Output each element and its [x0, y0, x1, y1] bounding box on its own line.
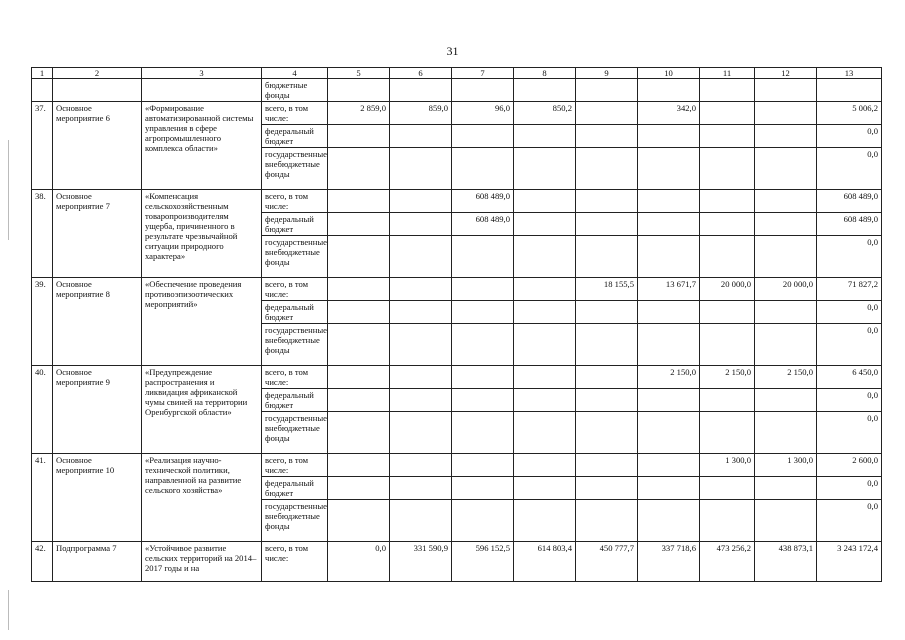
activity-description: «Формирование автоматизированной системы управления в сфере агропромышленного комплекса области» — [142, 102, 262, 190]
value-cell: 20 000,0 — [755, 278, 817, 301]
value-cell: 20 000,0 — [700, 278, 755, 301]
funding-source: всего, в том числе: — [262, 190, 328, 213]
activity-description: «Реализация научно-технической политики, направленной на развитие сельского хозяйства» — [142, 454, 262, 542]
value-cell — [576, 148, 638, 190]
column-header: 7 — [452, 68, 514, 79]
empty-cell — [53, 79, 142, 102]
value-cell — [755, 125, 817, 148]
column-header: 3 — [142, 68, 262, 79]
empty-cell — [755, 79, 817, 102]
value-cell: 0,0 — [817, 148, 882, 190]
value-cell — [700, 148, 755, 190]
column-header: 12 — [755, 68, 817, 79]
value-cell: 608 489,0 — [452, 190, 514, 213]
funding-source: государственные внебюджетные фонды — [262, 412, 328, 454]
empty-cell — [817, 79, 882, 102]
value-cell — [328, 324, 390, 366]
empty-cell — [514, 79, 576, 102]
activity-name: Основное мероприятие 8 — [53, 278, 142, 366]
column-header: 2 — [53, 68, 142, 79]
value-cell — [700, 301, 755, 324]
value-cell — [576, 366, 638, 389]
value-cell: 0,0 — [817, 125, 882, 148]
funding-source: государственные внебюджетные фонды — [262, 500, 328, 542]
value-cell: 0,0 — [817, 389, 882, 412]
empty-cell — [452, 79, 514, 102]
value-cell — [390, 454, 452, 477]
activity-name: Основное мероприятие 7 — [53, 190, 142, 278]
value-cell — [576, 236, 638, 278]
column-header: 1 — [32, 68, 53, 79]
value-cell — [638, 236, 700, 278]
value-cell — [755, 500, 817, 542]
value-cell — [390, 324, 452, 366]
value-cell — [700, 190, 755, 213]
value-cell: 0,0 — [817, 324, 882, 366]
value-cell — [328, 477, 390, 500]
value-cell — [638, 454, 700, 477]
value-cell — [700, 412, 755, 454]
value-cell — [755, 477, 817, 500]
value-cell: 0,0 — [817, 500, 882, 542]
value-cell: 18 155,5 — [576, 278, 638, 301]
value-cell — [328, 500, 390, 542]
column-header: 10 — [638, 68, 700, 79]
funding-source: государственные внебюджетные фонды — [262, 148, 328, 190]
value-cell — [514, 366, 576, 389]
page-number: 31 — [446, 44, 459, 58]
table-row — [32, 366, 882, 389]
value-cell — [755, 102, 817, 125]
continuation-row — [32, 79, 882, 102]
value-cell — [452, 301, 514, 324]
activity-name: Основное мероприятие 10 — [53, 454, 142, 542]
value-cell: 0,0 — [817, 301, 882, 324]
value-cell — [576, 412, 638, 454]
value-cell — [452, 236, 514, 278]
value-cell — [514, 412, 576, 454]
value-cell — [638, 190, 700, 213]
activity-name: Основное мероприятие 9 — [53, 366, 142, 454]
value-cell — [638, 148, 700, 190]
value-cell: 331 590,9 — [390, 542, 452, 582]
funding-source: всего, в том числе: — [262, 454, 328, 477]
value-cell — [576, 190, 638, 213]
funding-source: федеральный бюджет — [262, 213, 328, 236]
empty-cell — [32, 79, 53, 102]
value-cell — [514, 324, 576, 366]
row-number: 39. — [32, 278, 53, 366]
value-cell — [514, 301, 576, 324]
value-cell — [328, 236, 390, 278]
funding-source: всего, в том числе: — [262, 102, 328, 125]
value-cell — [576, 477, 638, 500]
value-cell: 2 150,0 — [638, 366, 700, 389]
table-row — [32, 278, 882, 301]
value-cell — [514, 148, 576, 190]
empty-cell — [576, 79, 638, 102]
column-header: 9 — [576, 68, 638, 79]
scan-artifact-line — [8, 140, 9, 240]
header-row — [32, 68, 882, 79]
value-cell — [328, 125, 390, 148]
row-number: 42. — [32, 542, 53, 582]
value-cell — [452, 125, 514, 148]
value-cell — [452, 477, 514, 500]
value-cell — [755, 190, 817, 213]
value-cell — [638, 213, 700, 236]
value-cell — [328, 301, 390, 324]
value-cell — [576, 102, 638, 125]
value-cell: 608 489,0 — [817, 213, 882, 236]
value-cell — [452, 148, 514, 190]
column-header: 13 — [817, 68, 882, 79]
value-cell — [390, 213, 452, 236]
value-cell: 71 827,2 — [817, 278, 882, 301]
scan-artifact-line — [8, 590, 9, 630]
column-header: 11 — [700, 68, 755, 79]
value-cell — [700, 102, 755, 125]
value-cell — [328, 148, 390, 190]
value-cell — [755, 389, 817, 412]
funding-source: федеральный бюджет — [262, 389, 328, 412]
value-cell — [755, 301, 817, 324]
empty-cell — [142, 79, 262, 102]
value-cell — [390, 412, 452, 454]
funding-source: всего, в том числе: — [262, 542, 328, 582]
funding-source: федеральный бюджет — [262, 301, 328, 324]
empty-cell — [328, 79, 390, 102]
table-row — [32, 102, 882, 125]
row-number: 40. — [32, 366, 53, 454]
activity-name: Основное мероприятие 6 — [53, 102, 142, 190]
value-cell — [755, 236, 817, 278]
value-cell: 450 777,7 — [576, 542, 638, 582]
value-cell — [514, 125, 576, 148]
value-cell: 1 300,0 — [755, 454, 817, 477]
funding-source: государственные внебюджетные фонды — [262, 324, 328, 366]
value-cell — [755, 213, 817, 236]
value-cell — [700, 324, 755, 366]
table-row — [32, 454, 882, 477]
value-cell: 608 489,0 — [452, 213, 514, 236]
value-cell — [755, 324, 817, 366]
value-cell — [328, 454, 390, 477]
empty-cell — [638, 79, 700, 102]
value-cell — [390, 389, 452, 412]
value-cell: 5 006,2 — [817, 102, 882, 125]
value-cell — [452, 278, 514, 301]
value-cell — [700, 125, 755, 148]
value-cell — [328, 389, 390, 412]
value-cell — [638, 389, 700, 412]
activity-description: «Предупреждение распространения и ликвидация африканской чумы свиней на территории Оренбургской области» — [142, 366, 262, 454]
column-header: 8 — [514, 68, 576, 79]
value-cell — [328, 412, 390, 454]
value-cell — [328, 278, 390, 301]
column-header: 4 — [262, 68, 328, 79]
value-cell — [700, 389, 755, 412]
value-cell — [390, 500, 452, 542]
value-cell — [576, 324, 638, 366]
value-cell — [638, 500, 700, 542]
value-cell: 342,0 — [638, 102, 700, 125]
value-cell — [514, 500, 576, 542]
activity-description: «Обеспечение проведения противоэпизоотических мероприятий» — [142, 278, 262, 366]
value-cell: 6 450,0 — [817, 366, 882, 389]
value-cell: 0,0 — [817, 477, 882, 500]
value-cell — [576, 301, 638, 324]
value-cell — [700, 236, 755, 278]
value-cell: 3 243 172,4 — [817, 542, 882, 582]
value-cell — [328, 366, 390, 389]
value-cell: 859,0 — [390, 102, 452, 125]
value-cell — [390, 125, 452, 148]
value-cell — [576, 389, 638, 412]
value-cell — [390, 236, 452, 278]
funding-source: государственные внебюджетные фонды — [262, 236, 328, 278]
value-cell — [514, 389, 576, 412]
table-row — [32, 190, 882, 213]
empty-cell — [390, 79, 452, 102]
value-cell: 2 600,0 — [817, 454, 882, 477]
value-cell — [390, 148, 452, 190]
column-header: 6 — [390, 68, 452, 79]
value-cell — [700, 213, 755, 236]
table-row — [32, 542, 882, 582]
value-cell: 337 718,6 — [638, 542, 700, 582]
activity-description: «Компенсация сельскохозяйственным товаропроизводителям ущерба, причиненного в результате чрезвычайной ситуации природного характера» — [142, 190, 262, 278]
value-cell — [576, 454, 638, 477]
value-cell — [514, 213, 576, 236]
value-cell — [514, 454, 576, 477]
value-cell — [452, 500, 514, 542]
value-cell — [576, 125, 638, 148]
value-cell — [452, 366, 514, 389]
value-cell — [390, 278, 452, 301]
value-cell — [514, 477, 576, 500]
funding-source: федеральный бюджет — [262, 477, 328, 500]
value-cell: 2 859,0 — [328, 102, 390, 125]
value-cell — [638, 477, 700, 500]
row-number: 41. — [32, 454, 53, 542]
row-number: 38. — [32, 190, 53, 278]
value-cell: 2 150,0 — [755, 366, 817, 389]
value-cell: 614 803,4 — [514, 542, 576, 582]
funding-source: всего, в том числе: — [262, 366, 328, 389]
value-cell — [328, 213, 390, 236]
value-cell — [514, 236, 576, 278]
value-cell: 0,0 — [328, 542, 390, 582]
value-cell — [452, 389, 514, 412]
value-cell — [328, 190, 390, 213]
value-cell — [755, 412, 817, 454]
value-cell: 96,0 — [452, 102, 514, 125]
value-cell: 850,2 — [514, 102, 576, 125]
value-cell — [390, 477, 452, 500]
value-cell — [700, 477, 755, 500]
value-cell — [576, 500, 638, 542]
continuation-source-cell: бюджетные фонды — [262, 79, 328, 102]
funding-source: всего, в том числе: — [262, 278, 328, 301]
value-cell: 0,0 — [817, 236, 882, 278]
value-cell: 438 873,1 — [755, 542, 817, 582]
value-cell — [755, 148, 817, 190]
value-cell — [390, 190, 452, 213]
column-header: 5 — [328, 68, 390, 79]
value-cell: 0,0 — [817, 412, 882, 454]
value-cell: 2 150,0 — [700, 366, 755, 389]
row-number: 37. — [32, 102, 53, 190]
value-cell — [576, 213, 638, 236]
empty-cell — [700, 79, 755, 102]
activity-name: Подпрограмма 7 — [53, 542, 142, 582]
value-cell: 608 489,0 — [817, 190, 882, 213]
activity-description: «Устойчивое развитие сельских территорий на 2014–2017 годы и на — [142, 542, 262, 582]
value-cell — [700, 500, 755, 542]
value-cell — [452, 454, 514, 477]
value-cell — [514, 278, 576, 301]
value-cell: 13 671,7 — [638, 278, 700, 301]
value-cell — [638, 412, 700, 454]
value-cell — [390, 366, 452, 389]
value-cell — [452, 412, 514, 454]
value-cell — [638, 301, 700, 324]
value-cell: 473 256,2 — [700, 542, 755, 582]
value-cell — [390, 301, 452, 324]
value-cell: 596 152,5 — [452, 542, 514, 582]
value-cell — [514, 190, 576, 213]
value-cell — [638, 125, 700, 148]
value-cell — [452, 324, 514, 366]
funding-source: федеральный бюджет — [262, 125, 328, 148]
value-cell — [638, 324, 700, 366]
budget-table — [31, 67, 882, 582]
value-cell: 1 300,0 — [700, 454, 755, 477]
